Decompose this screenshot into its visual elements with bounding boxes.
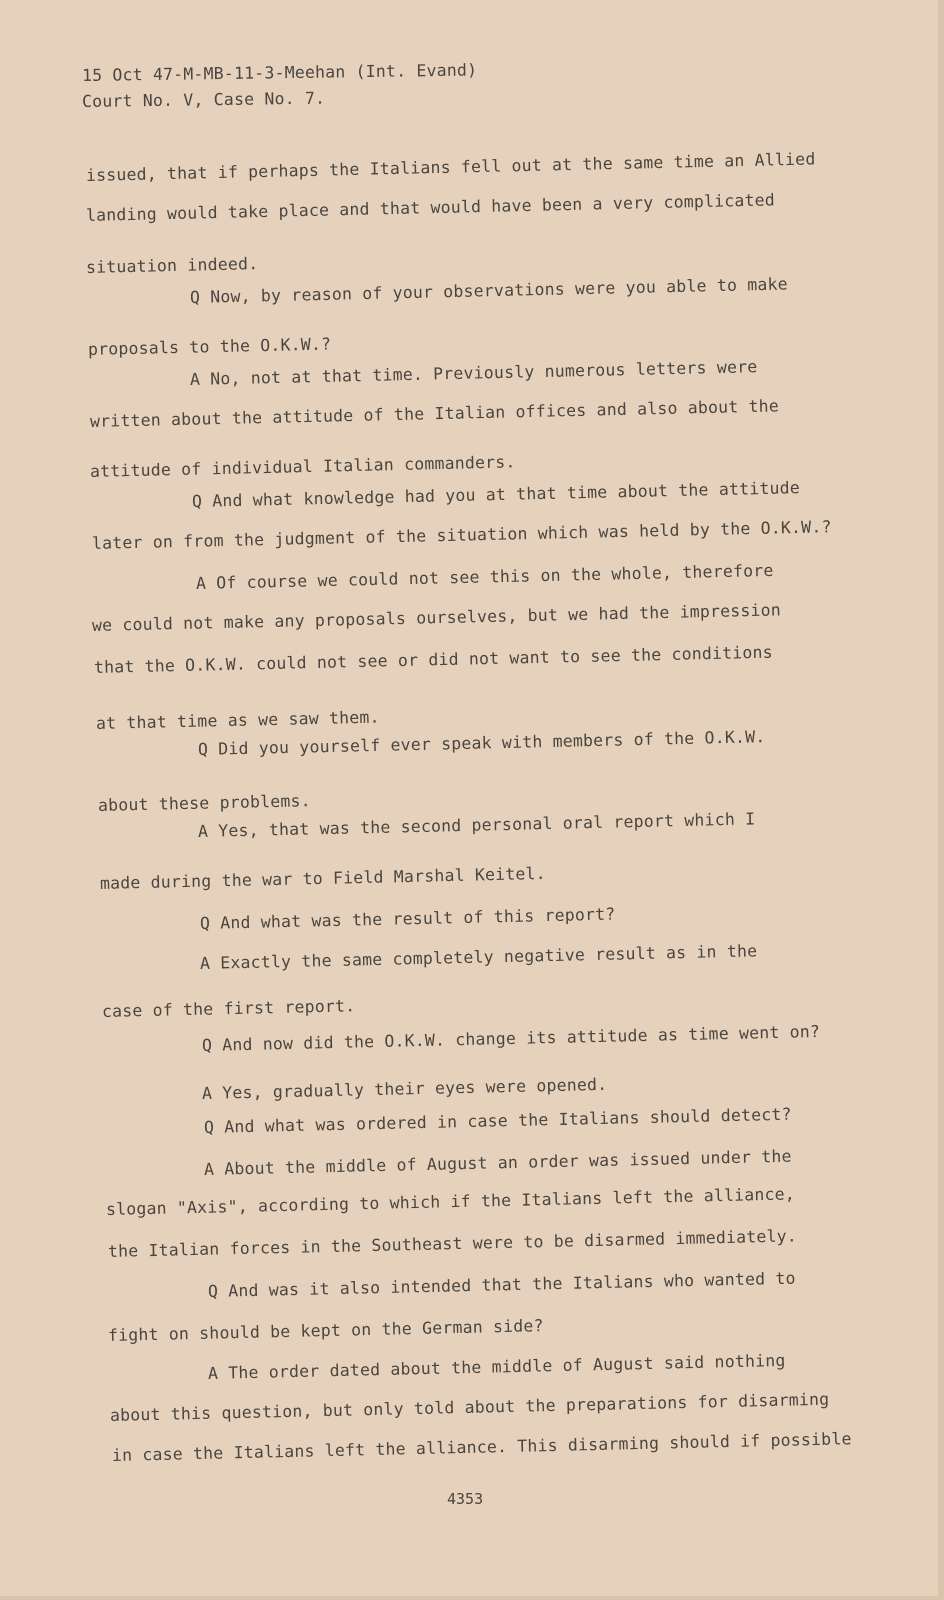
- answer-line: A Exactly the same completely negative result as in the: [199, 941, 758, 973]
- text-line: the Italian forces in the Southeast were to be disarmed immediately.: [107, 1226, 798, 1261]
- text-line: proposals to the O.K.W.?: [87, 334, 332, 359]
- answer-line: A The order dated about the middle of August said nothing: [207, 1350, 786, 1383]
- question-line: Q And what knowledge had you at that time about the attitude: [191, 478, 801, 511]
- answer-line: A No, not at that time. Previously numerous letters were: [189, 357, 758, 389]
- question-line: Q And now did the O.K.W. change its attitude as time went on?: [201, 1021, 821, 1055]
- text-line: we could not make any proposals ourselves, but we had the impression: [91, 600, 782, 635]
- text-line: slogan "Axis", according to which if the Italians left the alliance,: [105, 1184, 796, 1219]
- text-line: issued, that if perhaps the Italians fell out at the same time an Allied: [85, 149, 816, 185]
- question-line: Q Did you yourself ever speak with members of the O.K.W.: [197, 727, 766, 759]
- text-line: situation indeed.: [85, 254, 259, 277]
- text-line: at that time as we saw them.: [95, 707, 380, 733]
- text-line: that the O.K.W. could not see or did not want to see the conditions: [93, 642, 774, 677]
- text-line: written about the attitude of the Italian offices and also about the: [89, 396, 780, 431]
- question-line: Q And what was ordered in case the Italians should detect?: [203, 1104, 792, 1137]
- text-line: later on from the judgment of the situation which was held by the O.K.W.?: [91, 517, 832, 553]
- answer-line: A About the middle of August an order was issued under the: [203, 1146, 792, 1179]
- text-line: made during the war to Field Marshal Keitel.: [99, 863, 546, 893]
- text-line: in case the Italians left the alliance. This disarming should if possible: [111, 1429, 852, 1465]
- text-line: about this question, but only told about the preparations for disarming: [109, 1389, 830, 1425]
- answer-line: A Yes, gradually their eyes were opened.: [201, 1074, 608, 1103]
- text-line: landing would take place and that would have been a very complicated: [85, 190, 776, 225]
- answer-line: A Of course we could not see this on the whole, therefore: [195, 560, 774, 593]
- header-line-2: Court No. V, Case No. 7.: [81, 88, 326, 111]
- page-number: 4353: [447, 1490, 484, 1508]
- text-line: fight on should be kept on the German side?: [107, 1316, 544, 1345]
- text-line: about these problems.: [97, 791, 311, 815]
- question-line: Q And was it also intended that the Italians who wanted to: [207, 1268, 796, 1301]
- header-line-1: 15 Oct 47-M-MB-11-3-Meehan (Int. Evand): [81, 60, 478, 85]
- text-line: attitude of individual Italian commanders.: [89, 452, 516, 481]
- question-line: Q Now, by reason of your observations were you able to make: [189, 274, 788, 307]
- answer-line: A Yes, that was the second personal oral report which I: [197, 809, 756, 841]
- question-line: Q And what was the result of this report?: [199, 904, 616, 933]
- text-line: case of the first report.: [101, 996, 356, 1021]
